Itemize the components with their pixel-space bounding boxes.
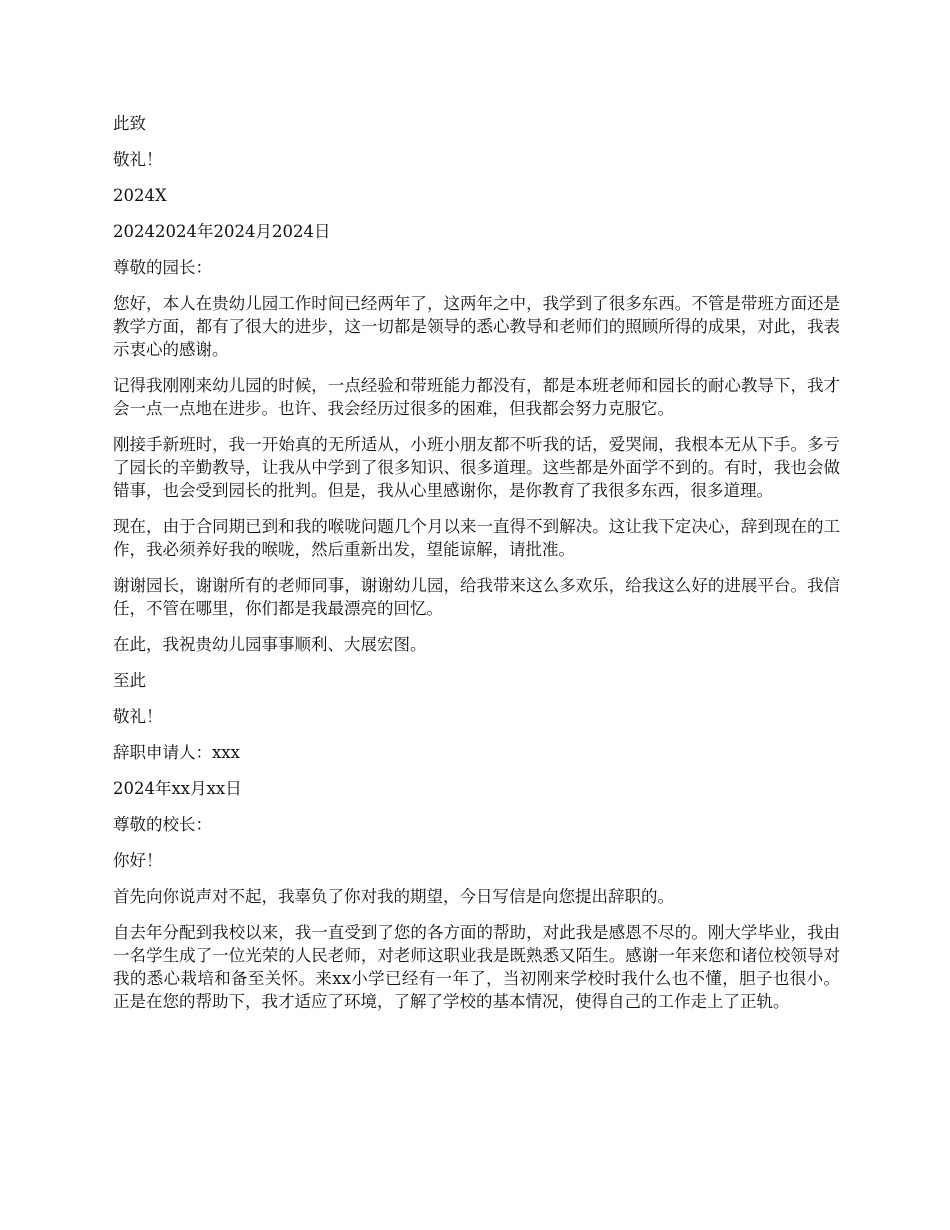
signature-line: 2024X — [113, 186, 167, 205]
date-line: 20242024年2024月2024日 — [113, 222, 331, 241]
date-line: 2024年xx月xx日 — [113, 779, 242, 798]
letter-greeting: 尊敬的园长： — [113, 258, 212, 277]
letter-greeting: 尊敬的校长： — [113, 815, 212, 834]
applicant-line: 辞职申请人：xxx — [113, 743, 240, 762]
body-paragraph: 在此，我祝贵幼儿园事事顺利、大展宏图。 — [113, 635, 427, 654]
greeting-hello: 你好！ — [113, 851, 163, 870]
body-paragraph: 首先向你说声对不起，我辜负了你对我的期望，今日写信是向您提出辞职的。 — [113, 887, 674, 906]
closing-salutation: 此致 — [113, 114, 146, 133]
closing-respect: 敬礼！ — [113, 150, 163, 169]
document-page — [113, 112, 840, 1026]
body-paragraph: 自去年分配到我校以来，我一直受到了您的各方面的帮助，对此我是感恩不尽的。刚大学毕业，我由一名学生成了一位光荣的人民老师，对老师这职业我是既熟悉又陌生。感谢一年来您和诸位校领导对我的悉心栽培和备至关怀。来xx小学已经有一年了，当初刚来学校时我什么也不懂，胆子也很小。正是在您的帮助下，我才适应了环境，了解了学校的基本情况，使得自己的工作走上了正轨。 — [113, 923, 840, 1011]
closing-respect: 敬礼！ — [113, 707, 163, 726]
body-paragraph: 记得我刚刚来幼儿园的时候，一点经验和带班能力都没有，都是本班老师和园长的耐心教导下，我才会一点一点地在进步。也许、我会经历过很多的困难，但我都会努力克服它。 — [113, 376, 840, 418]
body-paragraph: 刚接手新班时，我一开始真的无所适从，小班小朋友都不听我的话，爱哭闹，我根本无从下手。多亏了园长的辛勤教导，让我从中学到了很多知识、很多道理。这些都是外面学不到的。有时，我也会做错事，也会受到园长的批判。但是，我从心里感谢你，是你教育了我很多东西，很多道理。 — [113, 435, 840, 500]
body-paragraph: 现在，由于合同期已到和我的喉咙问题几个月以来一直得不到解决。这让我下定决心，辞到现在的工作，我必须养好我的喉咙，然后重新出发，望能谅解，请批准。 — [113, 517, 840, 559]
body-paragraph: 您好，本人在贵幼儿园工作时间已经两年了，这两年之中，我学到了很多东西。不管是带班方面还是教学方面，都有了很大的进步，这一切都是领导的悉心教导和老师们的照顾所得的成果，对此，我表示衷心的感谢。 — [113, 294, 840, 359]
body-paragraph: 谢谢园长，谢谢所有的老师同事，谢谢幼儿园，给我带来这么多欢乐，给我这么好的进展平台。我信任，不管在哪里，你们都是我最漂亮的回忆。 — [113, 576, 840, 618]
closing-salutation: 至此 — [113, 671, 146, 690]
